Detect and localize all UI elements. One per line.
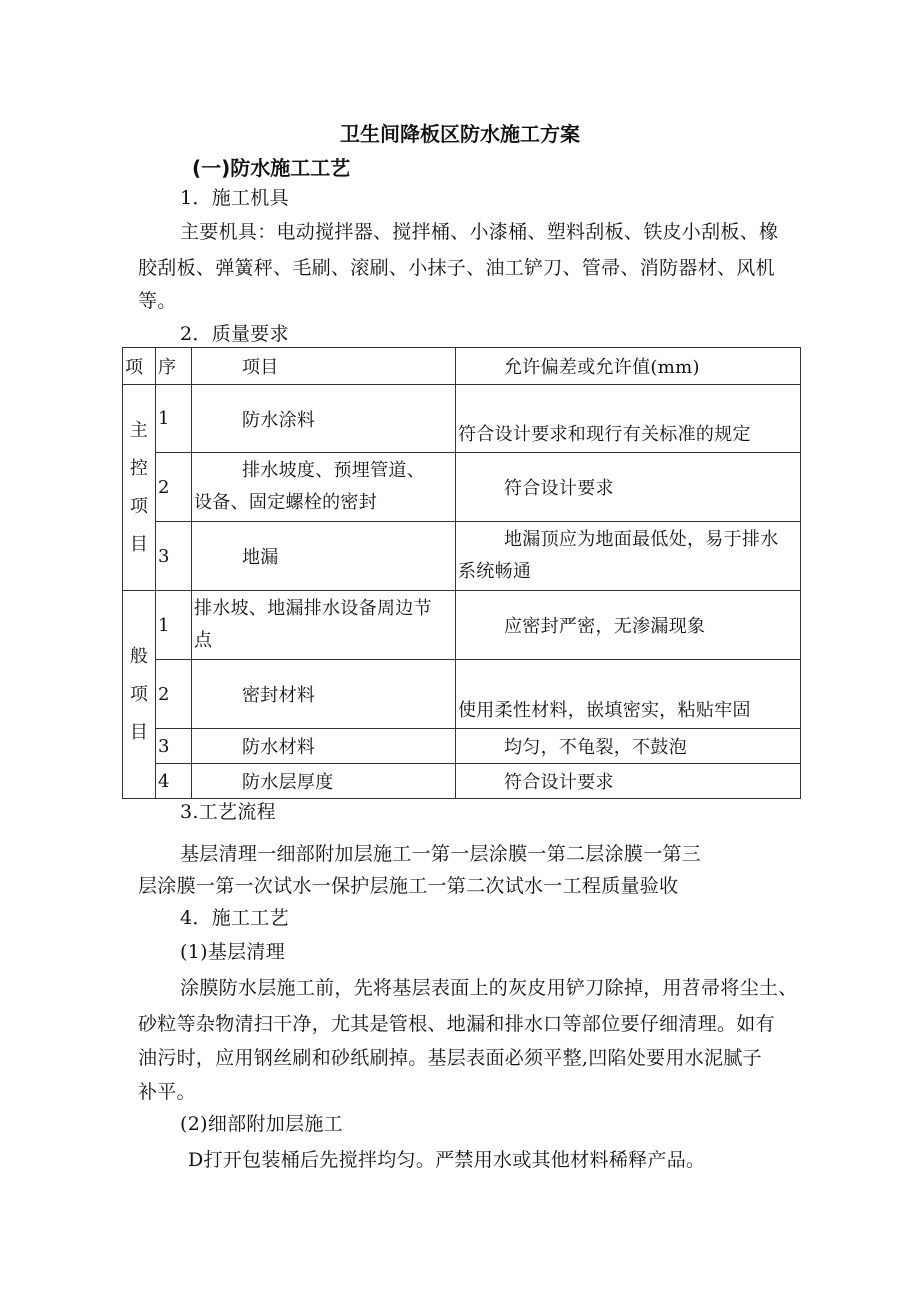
table-row [123, 764, 801, 799]
row-allowance-line: 系统畅通 [458, 561, 532, 582]
header-cell: 项目 [192, 348, 456, 385]
process-flow-line: 基层清理一细部附加层施工一第一层涂膜一第二层涂膜一第三 [180, 843, 702, 865]
table-header-row [123, 348, 801, 385]
row-item: 密封材料 [192, 660, 456, 729]
subsection-heading: (1)基层清理 [180, 941, 286, 963]
subsection-heading: (2)细部附加层施工 [180, 1113, 343, 1135]
row-allowance: 使用柔性材料，嵌填密实，粘贴牢固 [456, 660, 801, 729]
item3-heading: 3.工艺流程 [180, 801, 276, 823]
table-row [123, 385, 801, 453]
row-item: 防水涂料 [192, 385, 456, 453]
row-allowance [456, 522, 801, 591]
group-char: 主 [129, 419, 149, 441]
table-row [123, 660, 801, 729]
section-heading: (一)防水施工工艺 [192, 156, 351, 180]
paragraph-line: 主要机具：电动搅拌器、搅拌桶、小漆桶、塑料刮板、铁皮小刮板、橡 [180, 221, 779, 243]
paragraph-line: 胶刮板、弹簧秤、毛刷、滚刷、小抹子、油工铲刀、管帚、消防器材、风机 [138, 257, 775, 279]
header-cell: 允许偏差或允许值(mm) [456, 348, 801, 385]
group-char: 控 [129, 457, 149, 479]
table-row [123, 591, 801, 660]
row-item-line: 排水坡、地漏排水设备周边节 [194, 598, 432, 619]
row-allowance-line: 地漏顶应为地面最低处，易于排水 [504, 529, 779, 550]
row-allowance: 应密封严密，无渗漏现象 [456, 591, 801, 660]
paragraph-line: 油污时，应用钢丝刷和砂纸刷掉。基层表面必须平整,凹陷处要用水泥腻子 [138, 1047, 762, 1069]
group-char: 般 [129, 645, 149, 667]
row-item-line: 排水坡度、预埋管道、 [242, 460, 425, 481]
row-number: 2 [156, 453, 192, 522]
item1-heading: 1．施工机具 [180, 187, 289, 209]
group-char: 项 [129, 683, 149, 705]
table-row [123, 729, 801, 764]
group-cell-main-control [123, 385, 156, 591]
group-char: 目 [129, 533, 149, 555]
paragraph-line: 砂粒等杂物清扫干净，尤其是管根、地漏和排水口等部位要仔细清理。如有 [138, 1013, 775, 1035]
item4-heading: 4．施工工艺 [180, 907, 289, 929]
group-char: 目 [129, 721, 149, 743]
row-number: 1 [156, 591, 192, 660]
group-char: 项 [129, 495, 149, 517]
row-item [192, 453, 456, 522]
paragraph-line: 等。 [138, 290, 177, 312]
header-cell: 序 [156, 348, 192, 385]
row-allowance: 均匀，不龟裂，不鼓泡 [456, 729, 801, 764]
row-number: 4 [156, 764, 192, 799]
row-number: 3 [156, 729, 192, 764]
row-allowance: 符合设计要求 [456, 453, 801, 522]
row-number: 3 [156, 522, 192, 591]
process-flow-line: 层涂膜一第一次试水一保护层施工一第二次试水一工程质量验收 [138, 875, 679, 897]
header-cell: 项 [123, 348, 156, 385]
row-item: 地漏 [192, 522, 456, 591]
row-item [192, 591, 456, 660]
row-number: 2 [156, 660, 192, 729]
paragraph-line: 补平。 [138, 1081, 196, 1103]
row-allowance: 符合设计要求和现行有关标准的规定 [456, 385, 801, 453]
paragraph-line: 涂膜防水层施工前，先将基层表面上的灰皮用铲刀除掉，用苕帚将尘土、 [180, 977, 798, 999]
paragraph-line: D打开包装桶后先搅拌均匀。严禁用水或其他材料稀释产品。 [188, 1149, 706, 1171]
page-title: 卫生间降板区防水施工方案 [340, 122, 580, 146]
row-item-line: 点 [194, 630, 213, 651]
table-row [123, 522, 801, 591]
row-item: 防水材料 [192, 729, 456, 764]
row-item: 防水层厚度 [192, 764, 456, 799]
quality-table [122, 347, 801, 799]
row-allowance: 符合设计要求 [456, 764, 801, 799]
group-cell-general [123, 591, 156, 799]
row-item-line: 设备、固定螺栓的密封 [194, 492, 377, 513]
row-number: 1 [156, 385, 192, 453]
item2-heading: 2．质量要求 [180, 323, 289, 345]
table-row [123, 453, 801, 522]
